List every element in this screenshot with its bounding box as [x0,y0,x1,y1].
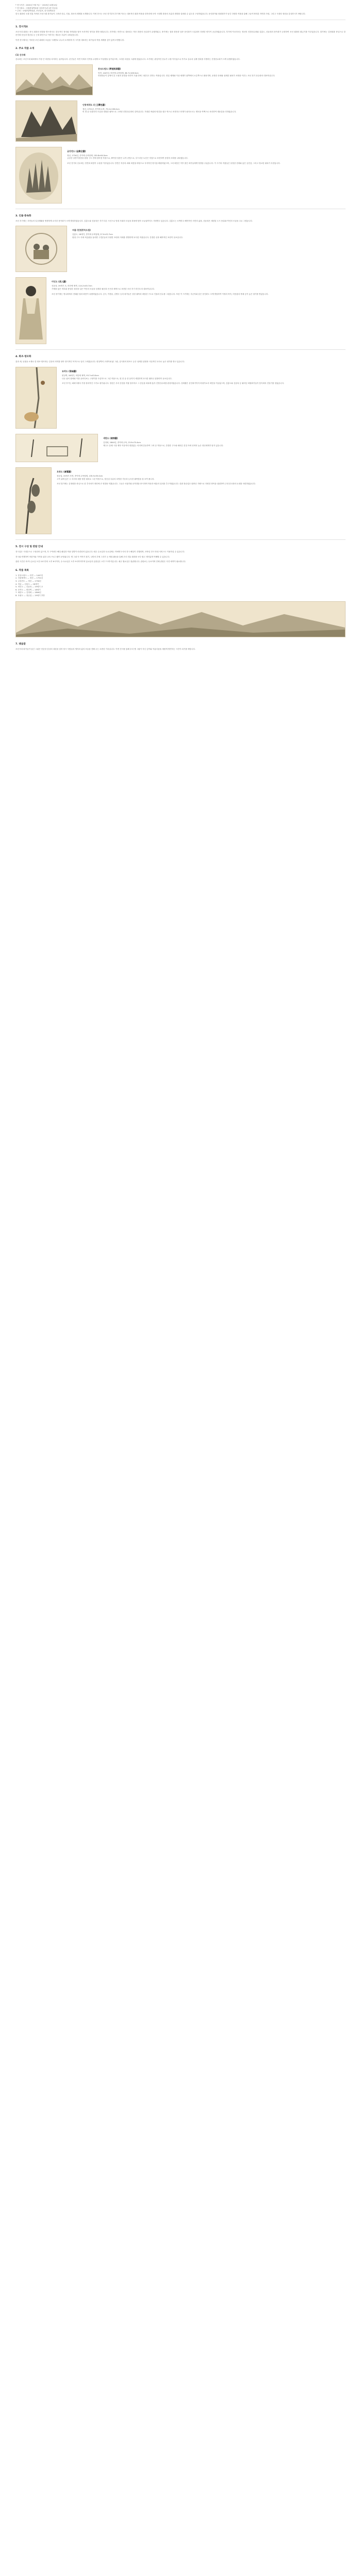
artwork-banner [15,601,346,637]
work-meta: 변상벽, 18세기, 비단에 채색, 93.7×43.0cm [62,374,99,377]
work-meta: 신윤복, 19세기 초, 비단에 채색, 114.2×45.7cm [52,285,92,287]
section-title: 4. 화조·영모화 [15,355,31,359]
section-paragraph: 조선 후기에는 서민들의 일상생활을 생생하게 묘사한 풍속화가 크게 발달하였습니다. 김홍도와 신윤복은 각기 다른 시선으로 당대 사회의 모습을 화폭에 담아 오늘날까지도 사랑받고 있습니다. 김홍도는 소박하고 해학적인 서민의 삶을, 신윤복은 세련된 도시 풍류와 여인의 모습을 주로 그렸습니다. [15,219,253,222]
section-title: 1. 전시개요 [15,26,28,29]
work-meta: 김홍도, 18세기, 종이에 수묵담채, 27.0×22.7cm [72,233,113,236]
artwork-image [15,226,67,272]
work-title: 몽유도원도 (夢遊桃源圖) [98,67,121,70]
section-title: 5. 전시 구성 및 관람 안내 [15,545,43,548]
section-title: 3. 인물·풍속화 [15,214,31,217]
work-meta: 정선, 1751년, 종이에 수묵, 79.2×138.2cm [83,108,120,110]
work-title: 세한도 (歲寒圖) [103,436,118,439]
list-item: 5. 미인도 — 신윤복 — 19세기 초 [15,586,43,588]
list-item: 7. 세한도 — 김정희 — 1844년 [15,591,41,594]
artwork-image [15,100,77,142]
document-page [15,0,346,651]
section-paragraph: 조선시대 회화는 중국 회화의 영향을 받으면서도 한국적인 정서와 자연관을 담아 독자적인 양식을 발전시켰습니다. 전기에는 안견으로 대표되는 북송 화풍의 산수화가 유행하였고, 중기에는 절파 화풍과 남종 문인화가 도입되어 다양한 양식이 공존하였습니다. 후기에 이르러서는 정선의 진경산수화와 김홍도, 신윤복의 풍속화가 등장하여 조선 회화의 황금기를 이루었습니다. 말기에는 김정희를 중심으로 한 문인화 운동과 장승업 등 근대 화단으로 이어지는 새로운 흐름이 나타났습니다. [15,31,346,36]
work-entry [15,467,346,534]
genre-painting-icon [16,226,67,272]
intro-line: * 전시기간 : 2015년 7월 7일 ~ 2015년 10월 4일 [15,4,57,6]
intro-line: * 주최 : 국립중앙박물관, 조선일보, 한국경제신문 [15,10,55,12]
portrait-painting-icon [16,278,46,344]
work-title: 호취도 (豪鷲圖) [57,470,72,473]
divider [15,539,346,540]
artwork-image [15,64,93,95]
work-meta: 장승업, 19세기 후반, 종이에 수묵담채, 135.5×55.0cm [57,474,103,477]
work-entry [15,100,346,142]
work-description: 금강산 일만이천봉을 원형 구도 안에 담아낸 작품으로, 뾰족한 암봉은 수직 준법으로, 부드러운 토산은 미점으로 표현하여 음양의 조화를 나타냈습니다. [67,157,188,160]
section-paragraph: 이번 전시에서는 이러한 조선 회화의 흐름을 시대별로 나누어 소개하며 각 시기를 대표하는 화가들의 작품 세계를 깊이 있게 조명합니다. [15,39,125,41]
work-entry [15,434,346,462]
work-entry [15,147,346,204]
work-entry [15,64,346,95]
work-title: 미인도 (美人圖) [52,280,67,283]
extra-paragraph: 조선 전기의 산수화는 안견파 화풍이 주류를 이루었습니다. 안견은 북송의 곽희 화풍을 바탕으로 독자적인 양식을 확립하였으며, 그의 화풍은 이후 많은 화가들에게 영향을 주었습니다. 이 시기의 작품들은 웅장한 산세와 넓은 공간감, 그리고 정교한 필치가 특징입니다. [67,162,281,164]
work-title: 금강전도 (金剛全圖) [67,149,86,152]
artwork-image [15,467,52,534]
mountain-painting-icon [16,101,77,141]
list-item: 8. 호취도 — 장승업 — 19세기 후반 [15,594,45,597]
work-list [15,574,346,598]
work-meta: 안견, 1447년, 비단에 수묵담채, 38.7×106.5cm [98,72,139,74]
work-description: 나무 위의 참새와 이를 올려다보는 고양이를 사실적으로 그린 작품으로, 털 한 올 한 올까지 세밀하게 묘사한 뛰어난 관찰력이 돋보입니다. [62,377,172,380]
work-description: 비 갠 뒤 인왕산의 모습을 대담한 필묵으로 그려낸 진경산수화의 걸작입니다. 거대한 바위의 양감을 짙은 먹으로 표현하고 안개가 피어오르는 계곡을 여백으로 처리하여 생동감을 더하였습니다. [83,111,237,113]
intro-paragraph: 한국 회화의 오랜 전통 속에서 조선시대 화가들이 그려낸 산수, 인물, 화조의 세계를 소개합니다. 이번 전시는 조선 전기부터 후기에 이르는 대표적인 회화 작품을 한자리에 모아 시대별 화풍의 흐름과 변화를 살펴볼 수 있도록 구성하였습니다. 문인화가와 화원화가가 남긴 다양한 작품을 통해 그들이 바라본 자연과 사람, 그리고 시대의 정신을 감상하시기 바랍니다. [15,12,306,15]
work-description: 제주도 유배 시절 제자 이상적의 변함없는 의리에 감동하여 그려 준 작품으로, 간결한 구도와 메마른 붓질 속에 선비의 높은 정신세계가 담겨 있습니다. [103,444,224,447]
work-description: 안평대군이 꿈에서 본 도원의 풍경을 안견이 사흘 만에 그렸다고 전하는 작품입니다. 현실 세계와 이상 세계가 왼쪽에서 오른쪽으로 펼쳐지며, 웅장한 산세와 섬세한 필치가 조화를 이루는 조선 전기 산수화의 대표작입니다. [98,75,275,77]
section-paragraph: 꽃과 새, 동물을 소재로 한 화조·영모화는 길상의 의미를 담아 장식적인 목적으로 널리 그려졌습니다. 변상벽의 고양이와 닭 그림, 심사정의 화조도 등은 섬세한 관찰과 사실적인 묘사로 높은 평가를 받고 있습니다. [15,361,185,363]
work-title: 인왕제색도 (仁王霽色圖) [83,103,106,106]
artwork-image [15,277,46,344]
work-description: 고목 위에 앉은 두 마리의 매를 힘찬 필치로 그린 작품으로, 장승업 특유의 호방한 기운과 능숙한 필묵법을 잘 보여 줍니다. [57,478,155,480]
list-item: 6. 묘작도 — 변상벽 — 18세기 [15,588,41,591]
panorama-painting-icon [16,602,345,637]
work-entry [15,277,346,344]
section-paragraph: 전시실은 시대순으로 구성되어 있으며, 각 구역마다 해설 패널과 작품 설명이 마련되어 있습니다. 매주 수요일과 토요일에는 학예연구사의 전시 해설이 진행되며, 모바일 전시 안내 서비스도 이용하실 수 있습니다. [15,550,185,553]
list-item: 1. 몽유도원도 — 안견 — 1447년 [15,574,43,577]
section-subtitle: (1) 산수화 [15,54,26,57]
section-title: 7. 맺음말 [15,643,26,646]
winter-scene-painting-icon [16,434,97,462]
extra-paragraph: 관람 시간은 화·목·금요일 오전 10시부터 오후 6시까지, 수·토요일은 오후 9시까지이며 일요일과 공휴일은 오후 7시까지입니다. 매주 월요일은 휴관합니다. 관람료는 무료이며 단체 관람은 사전 예약이 필요합니다. [15,561,186,563]
extra-paragraph: 조선 중기에는 명나라에서 전래된 절파 화풍이 유행하였습니다. 김시, 이경윤, 김명국 등의 화가들은 강한 필묵과 대담한 구도로 인물과 산수를 그렸습니다. 또한 이 시기에는 사군자와 같은 문인화도 크게 발달하여 이정의 묵죽, 어몽룡의 묵매 등이 높은 평가를 받았습니다. [52,293,269,295]
work-description: 원형 구도 속에 씨름판을 둘러싼 구경꾼들의 다양한 표정과 자세를 생생하게 묘사한 작품입니다. 간결한 선과 해학적인 표현이 돋보입니다. [72,236,183,239]
work-meta: 정선, 1734년, 종이에 수묵담채, 130.8×94.5cm [67,154,108,157]
hawk-painting-icon [16,468,51,534]
list-item: 2. 인왕제색도 — 정선 — 1751년 [15,577,43,580]
section-paragraph: 조선시대 화가들이 남긴 그림은 단순한 감상의 대상을 넘어 당시 사람들의 생각과 삶의 모습을 전해 주는 소중한 기록입니다. 이번 전시를 통해 우리 옛 그림이 지닌 깊이와 아름다움을 새롭게 발견하는 시간이 되기를 바랍니다. [15,648,195,651]
artwork-image [15,147,62,204]
work-description: 가체를 얹은 머리와 풍성한 치마를 입은 여인의 모습을 섬세한 필선과 은은한 채색으로 표현한 조선 후기 미인도의 대표작입니다. [52,287,155,290]
intro-line: * 전시장소 : 국립중앙박물관 상설전시관 2층 미술실 [15,7,58,9]
section-paragraph: 산수화는 조선시대 회화에서 가장 큰 비중을 차지하는 분야입니다. 문인들은 자연 속에서 인격을 수양하고 이상향을 꿈꾸었으며, 그러한 마음을 그림에 담았습니다. 초기에는 관념적인 산수가 주를 이루었으나 후기로 갈수록 실제 경치를 사생하는 진경산수화가 크게 유행하였습니다. [15,58,240,61]
mountain-peaks-painting-icon [16,147,61,203]
work-title: 묘작도 (猫雀圖) [62,369,77,372]
extra-paragraph: 조선 말기에는 김정희를 중심으로 한 추사파가 화단에 큰 영향을 미쳤습니다. 그들은 서권기와 문자향을 중시하며 학문과 예술의 일치를 추구하였습니다. 한편 장승업은 뛰어난 기량으로 다양한 화목을 섭렵하여 근대 한국화의 토대를 마련하였습니다. [57,483,256,485]
extra-paragraph: 전시와 연계하여 어린이와 가족을 위한 교육 프로그램이 운영됩니다. 옛 그림 속 이야기 찾기, 나만의 부채 그리기 등 체험 활동을 통해 우리 전통 회화를 보다 쉽고 재미있게 이해할 수 있습니다. [15,555,170,558]
list-item: 4. 씨름 — 김홍도 — 18세기 [15,583,39,585]
cat-and-bird-painting-icon [16,367,56,428]
list-item: 3. 금강전도 — 정선 — 1734년 [15,580,41,582]
work-meta: 김정희, 1844년, 종이에 수묵, 23.9×70.4cm [103,441,141,444]
artwork-image [15,434,98,462]
intro-block [15,4,346,15]
extra-paragraph: 조선 후기는 회화사에서 가장 창의적인 시기로 평가됩니다. 정선은 우리 산천을 직접 답사하고 그 감동을 화폭에 옮겨 진경산수화를 완성하였습니다. 강세황은 문인화가이자 비평가로서 화단을 이끌었으며, 김홍도와 신윤복 등 뛰어난 화원화가들이 풍속화의 전성기를 열었습니다. [62,382,285,385]
section-title: 6. 작품 목록 [15,569,29,572]
landscape-painting-icon [16,65,92,95]
work-title: 씨름 (단원풍속도첩) [72,229,91,232]
divider [15,349,346,350]
work-entry [15,367,346,429]
work-entry [15,226,346,272]
artwork-image [15,367,57,429]
section-title: 2. 주요 작품 소개 [15,47,35,50]
